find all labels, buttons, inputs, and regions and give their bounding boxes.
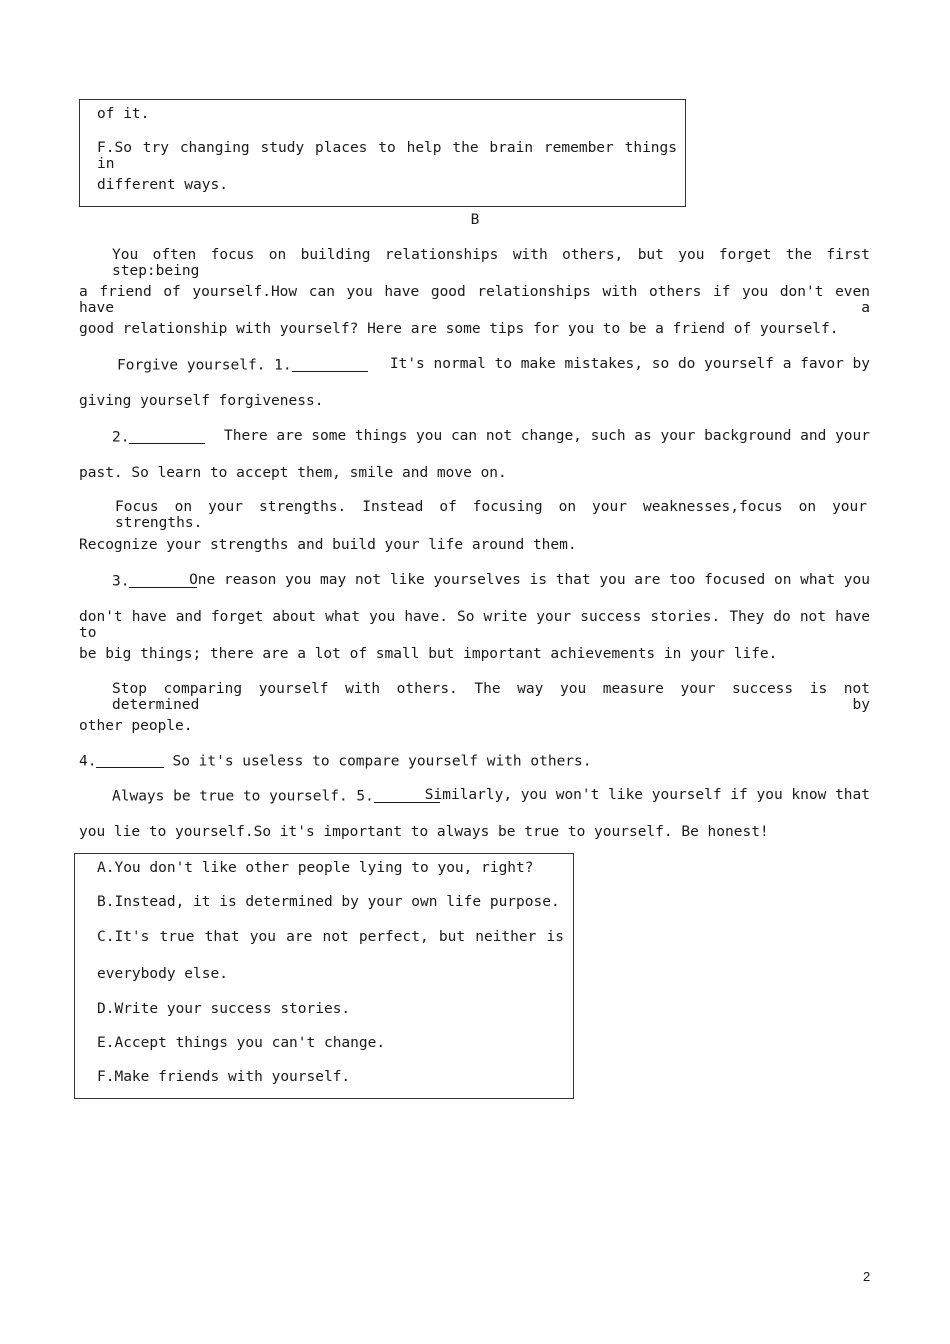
section-letter: B: [470, 212, 480, 228]
question-number: 3.: [112, 573, 130, 590]
passage-line: a friend of yourself.How can you have good relationships with others if you don't even have a: [79, 284, 870, 316]
option-f: F.Make friends with yourself.: [97, 1069, 351, 1085]
option-d: D.Write your success stories.: [97, 1001, 351, 1017]
passage-line: past. So learn to accept them, smile and move on.: [79, 465, 507, 481]
top-option-line: of it.: [97, 106, 150, 122]
passage-text: Similarly, you won't like yourself if you know that: [424, 787, 870, 803]
answer-blank-1[interactable]: [292, 356, 368, 372]
passage-text: One reason you may not like yourselves is that you are too focused on what you: [189, 572, 870, 588]
passage-line: [112, 428, 870, 446]
passage-line: other people.: [79, 718, 193, 734]
passage-line: giving yourself forgiveness.: [79, 393, 324, 409]
answer-blank-4[interactable]: [96, 752, 164, 768]
top-option-line: different ways.: [97, 177, 228, 193]
passage-line: [117, 356, 870, 374]
passage-line: [112, 787, 870, 805]
top-options-box: [79, 99, 686, 207]
answer-blank-2[interactable]: [129, 428, 205, 444]
passage-line: Focus on your strengths. Instead of focusing on your weaknesses,focus on your strengths.: [115, 499, 867, 531]
passage-line: you lie to yourself.So it's important to always be true to yourself. Be honest!: [79, 824, 769, 840]
option-a: A.You don't like other people lying to you, right?: [97, 860, 534, 876]
top-option-line: F.So try changing study places to help the brain remember things in: [97, 140, 677, 172]
answer-options-box: [74, 853, 574, 1099]
answer-blank-3[interactable]: [129, 572, 197, 588]
question-number: 4.: [79, 753, 97, 770]
passage-line: Stop comparing yourself with others. The way you measure your success is not determined by: [112, 681, 870, 713]
passage-line: You often focus on building relationships with others, but you forget the first step:being: [112, 247, 870, 279]
passage-text: There are some things you can not change, such as your background and your: [223, 428, 870, 444]
passage-line: be big things; there are a lot of small but important achievements in your life.: [79, 646, 778, 662]
passage-line: Recognize your strengths and build your life around them.: [79, 537, 577, 553]
passage-text: Always be true to yourself. 5.: [112, 788, 374, 805]
option-c: C.It's true that you are not perfect, but neither is: [97, 929, 564, 945]
passage-line: [79, 752, 592, 770]
question-number: 2.: [112, 429, 130, 446]
option-c-cont: everybody else.: [97, 966, 228, 982]
passage-text: So it's useless to compare yourself with others.: [172, 753, 592, 770]
passage-text: Forgive yourself. 1.: [117, 357, 292, 374]
option-b: B.Instead, it is determined by your own life purpose.: [97, 894, 560, 910]
passage-line: don't have and forget about what you have. So write your success stories. They do not have to: [79, 609, 870, 641]
passage-line: [112, 572, 870, 590]
page-number: 2: [863, 1269, 871, 1284]
option-e: E.Accept things you can't change.: [97, 1035, 386, 1051]
passage-text: It's normal to make mistakes, so do yourself a favor by: [389, 356, 870, 372]
passage-line: good relationship with yourself? Here are some tips for you to be a friend of yourself.: [79, 321, 839, 337]
